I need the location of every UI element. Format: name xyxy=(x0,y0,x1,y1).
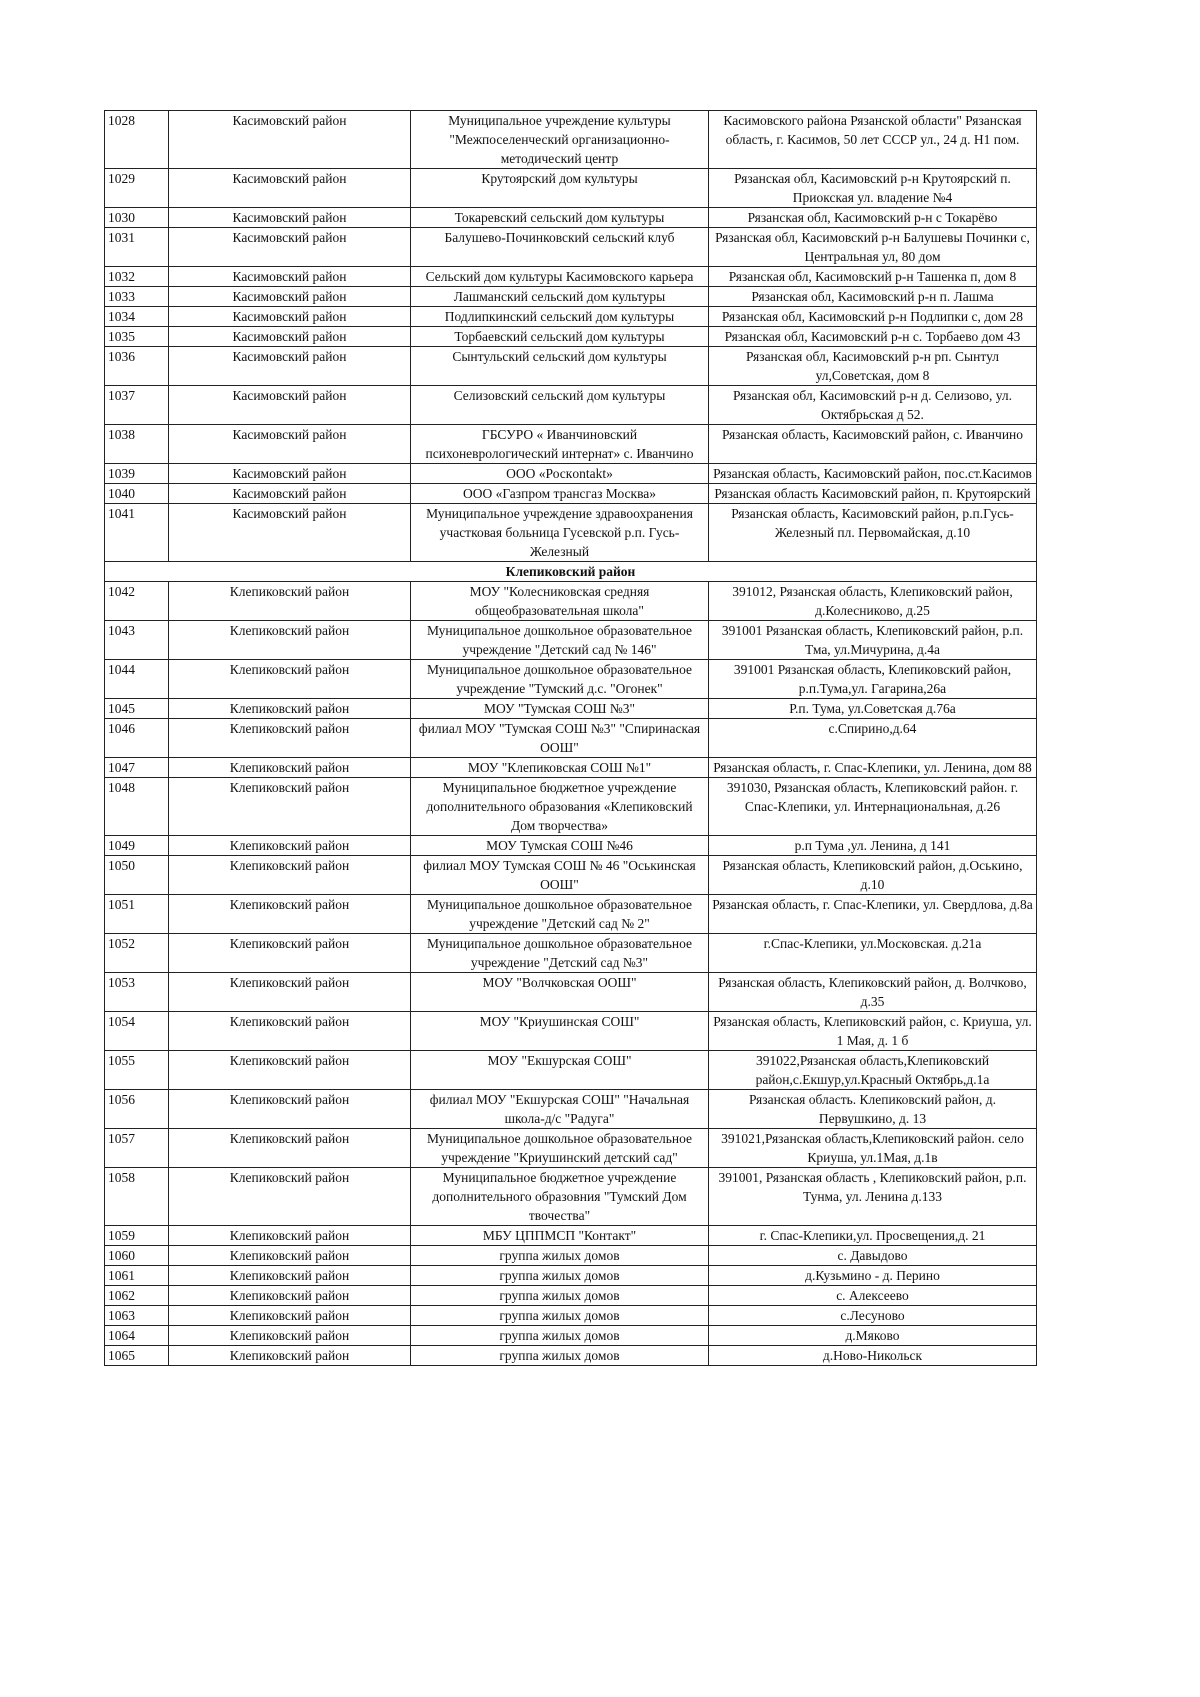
table-row xyxy=(105,504,1037,562)
row-address: Рязанская область, Клепиковский район, д.Оськино, д.10 xyxy=(709,856,1037,895)
row-number: 1044 xyxy=(105,660,169,699)
row-district: Клепиковский район xyxy=(169,1306,411,1326)
row-number: 1052 xyxy=(105,934,169,973)
table-body-klepiki xyxy=(105,582,1037,1366)
row-district: Касимовский район xyxy=(169,111,411,169)
row-number: 1057 xyxy=(105,1129,169,1168)
row-address: г. Спас-Клепики,ул. Просвещения,д. 21 xyxy=(709,1226,1037,1246)
table-row xyxy=(105,228,1037,267)
row-organization: Торбаевский сельский дом культуры xyxy=(411,327,709,347)
row-address: 391012, Рязанская область, Клепиковский район, д.Колесниково, д.25 xyxy=(709,582,1037,621)
row-number: 1064 xyxy=(105,1326,169,1346)
row-address: 391022,Рязанская область,Клепиковский район,с.Екшур,ул.Красный Октябрь,д.1а xyxy=(709,1051,1037,1090)
row-address: 391001 Рязанская область, Клепиковский район, р.п. Тма, ул.Мичурина, д.4а xyxy=(709,621,1037,660)
row-number: 1055 xyxy=(105,1051,169,1090)
table-row xyxy=(105,1012,1037,1051)
table-row xyxy=(105,660,1037,699)
row-district: Касимовский район xyxy=(169,464,411,484)
table-row xyxy=(105,464,1037,484)
row-number: 1054 xyxy=(105,1012,169,1051)
row-organization: Муниципальное дошкольное образовательное учреждение "Детский сад № 2" xyxy=(411,895,709,934)
row-address: г.Спас-Клепики, ул.Московская. д.21а xyxy=(709,934,1037,973)
registry-table xyxy=(104,110,1037,1366)
row-address: Рязанская обл, Касимовский р-н Балушевы Починки с, Центральная ул, 80 дом xyxy=(709,228,1037,267)
row-district: Клепиковский район xyxy=(169,856,411,895)
row-organization: группа жилых домов xyxy=(411,1246,709,1266)
table-row xyxy=(105,699,1037,719)
row-organization: ООО «Роскontakt» xyxy=(411,464,709,484)
row-district: Клепиковский район xyxy=(169,1246,411,1266)
row-number: 1032 xyxy=(105,267,169,287)
row-number: 1050 xyxy=(105,856,169,895)
row-address: Рязанская обл, Касимовский р-н рп. Сынтул ул,Советская, дом 8 xyxy=(709,347,1037,386)
table-row xyxy=(105,1346,1037,1366)
row-district: Клепиковский район xyxy=(169,719,411,758)
row-organization: Муниципальное дошкольное образовательное учреждение "Тумский д.с. "Огонек" xyxy=(411,660,709,699)
row-organization: ООО «Газпром трансгаз Москва» xyxy=(411,484,709,504)
table-row xyxy=(105,621,1037,660)
row-address: Рязанская обл, Касимовский р-н с Токарёво xyxy=(709,208,1037,228)
row-number: 1047 xyxy=(105,758,169,778)
row-number: 1051 xyxy=(105,895,169,934)
row-district: Клепиковский район xyxy=(169,895,411,934)
row-address: д.Ново-Никольск xyxy=(709,1346,1037,1366)
row-organization: группа жилых домов xyxy=(411,1286,709,1306)
table-row xyxy=(105,484,1037,504)
row-district: Касимовский район xyxy=(169,307,411,327)
row-district: Касимовский район xyxy=(169,327,411,347)
row-number: 1045 xyxy=(105,699,169,719)
table-row xyxy=(105,1051,1037,1090)
row-district: Клепиковский район xyxy=(169,973,411,1012)
row-address: р.п Тума ,ул. Ленина, д 141 xyxy=(709,836,1037,856)
table-row xyxy=(105,208,1037,228)
row-organization: МБУ ЦППМСП "Контакт" xyxy=(411,1226,709,1246)
row-organization: МОУ Тумская СОШ №46 xyxy=(411,836,709,856)
table-row xyxy=(105,719,1037,758)
row-number: 1059 xyxy=(105,1226,169,1246)
row-address: Рязанская обл, Касимовский р-н д. Селизово, ул. Октябрьская д 52. xyxy=(709,386,1037,425)
row-district: Клепиковский район xyxy=(169,1326,411,1346)
row-number: 1065 xyxy=(105,1346,169,1366)
table-row xyxy=(105,973,1037,1012)
row-number: 1062 xyxy=(105,1286,169,1306)
table-body-kasimov xyxy=(105,111,1037,562)
table-row xyxy=(105,1246,1037,1266)
row-organization: группа жилых домов xyxy=(411,1326,709,1346)
row-address: Рязанская область, Клепиковский район, с. Криуша, ул. 1 Мая, д. 1 б xyxy=(709,1012,1037,1051)
row-district: Клепиковский район xyxy=(169,1051,411,1090)
row-address: Рязанская обл, Касимовский р-н п. Лашма xyxy=(709,287,1037,307)
row-address: Рязанская обл, Касимовский р-н Крутоярский п. Приокская ул. владение №4 xyxy=(709,169,1037,208)
row-organization: МОУ "Колесниковская средняя общеобразовательная школа" xyxy=(411,582,709,621)
row-district: Клепиковский район xyxy=(169,1286,411,1306)
row-organization: Муниципальное дошкольное образовательное учреждение "Криушинский детский сад" xyxy=(411,1129,709,1168)
row-organization: Муниципальное дошкольное образовательное учреждение "Детский сад №3" xyxy=(411,934,709,973)
row-district: Клепиковский район xyxy=(169,1090,411,1129)
row-organization: ГБСУРО « Иванчиновский психоневрологический интернат» с. Иванчино xyxy=(411,425,709,464)
row-organization: группа жилых домов xyxy=(411,1266,709,1286)
row-district: Касимовский район xyxy=(169,228,411,267)
row-number: 1048 xyxy=(105,778,169,836)
row-number: 1030 xyxy=(105,208,169,228)
table-row xyxy=(105,758,1037,778)
table-row xyxy=(105,347,1037,386)
row-address: Рязанская область, г. Спас-Клепики, ул. Свердлова, д.8а xyxy=(709,895,1037,934)
table-row xyxy=(105,895,1037,934)
row-number: 1033 xyxy=(105,287,169,307)
table-row xyxy=(105,1129,1037,1168)
row-organization: Муниципальное дошкольное образовательное учреждение "Детский сад № 146" xyxy=(411,621,709,660)
row-address: с. Алексеево xyxy=(709,1286,1037,1306)
table-row xyxy=(105,425,1037,464)
table-row xyxy=(105,267,1037,287)
row-number: 1037 xyxy=(105,386,169,425)
row-address: с. Давыдово xyxy=(709,1246,1037,1266)
row-organization: Крутоярский дом культуры xyxy=(411,169,709,208)
row-organization: МОУ "Тумская СОШ №3" xyxy=(411,699,709,719)
row-district: Касимовский район xyxy=(169,208,411,228)
row-number: 1063 xyxy=(105,1306,169,1326)
row-address: Рязанская область, Клепиковский район, д. Волчково, д.35 xyxy=(709,973,1037,1012)
row-number: 1041 xyxy=(105,504,169,562)
row-address: Рязанская область. Клепиковский район, д. Первушкино, д. 13 xyxy=(709,1090,1037,1129)
row-organization: Муниципальное бюджетное учреждение дополнительного образования «Клепиковский Дом творчества» xyxy=(411,778,709,836)
row-address: Рязанская обл, Касимовский р-н Ташенка п, дом 8 xyxy=(709,267,1037,287)
row-address: Рязанская область, г. Спас-Клепики, ул. Ленина, дом 88 xyxy=(709,758,1037,778)
row-district: Клепиковский район xyxy=(169,1012,411,1051)
table-row xyxy=(105,111,1037,169)
row-district: Касимовский район xyxy=(169,347,411,386)
row-number: 1049 xyxy=(105,836,169,856)
row-district: Клепиковский район xyxy=(169,1346,411,1366)
row-organization: МОУ "Клепиковская СОШ №1" xyxy=(411,758,709,778)
table-row xyxy=(105,1326,1037,1346)
row-district: Клепиковский район xyxy=(169,778,411,836)
row-number: 1040 xyxy=(105,484,169,504)
row-number: 1039 xyxy=(105,464,169,484)
row-number: 1060 xyxy=(105,1246,169,1266)
row-organization: Муниципальное бюджетное учреждение дополнительного образовния "Тумский Дом твочества" xyxy=(411,1168,709,1226)
row-number: 1053 xyxy=(105,973,169,1012)
row-number: 1061 xyxy=(105,1266,169,1286)
table-row xyxy=(105,934,1037,973)
row-district: Клепиковский район xyxy=(169,582,411,621)
section-header-row xyxy=(105,562,1037,582)
section-title: Клепиковский район xyxy=(105,562,1037,582)
row-address: 391001, Рязанская область , Клепиковский район, р.п. Тунма, ул. Ленина д.133 xyxy=(709,1168,1037,1226)
row-address: д.Кузьмино - д. Перино xyxy=(709,1266,1037,1286)
row-district: Клепиковский район xyxy=(169,1266,411,1286)
row-address: 391030, Рязанская область, Клепиковский район. г. Спас-Клепики, ул. Интернациональная, д.26 xyxy=(709,778,1037,836)
row-number: 1035 xyxy=(105,327,169,347)
row-district: Клепиковский район xyxy=(169,934,411,973)
row-organization: МОУ "Екшурская СОШ" xyxy=(411,1051,709,1090)
table-row xyxy=(105,287,1037,307)
row-organization: группа жилых домов xyxy=(411,1346,709,1366)
row-address: с.Спирино,д.64 xyxy=(709,719,1037,758)
row-number: 1046 xyxy=(105,719,169,758)
row-address: Р.п. Тума, ул.Советская д.76а xyxy=(709,699,1037,719)
table-row xyxy=(105,169,1037,208)
row-district: Касимовский район xyxy=(169,504,411,562)
row-number: 1042 xyxy=(105,582,169,621)
row-organization: Токаревский сельский дом культуры xyxy=(411,208,709,228)
row-number: 1036 xyxy=(105,347,169,386)
row-district: Клепиковский район xyxy=(169,1226,411,1246)
row-organization: МОУ "Волчковская ООШ" xyxy=(411,973,709,1012)
row-organization: группа жилых домов xyxy=(411,1306,709,1326)
table-row xyxy=(105,327,1037,347)
row-district: Касимовский район xyxy=(169,386,411,425)
row-organization: филиал МОУ "Екшурская СОШ" "Начальная школа-д/с "Радуга" xyxy=(411,1090,709,1129)
table-row xyxy=(105,778,1037,836)
row-organization: филиал МОУ Тумская СОШ № 46 "Оськинская ООШ" xyxy=(411,856,709,895)
row-number: 1029 xyxy=(105,169,169,208)
table-row xyxy=(105,1090,1037,1129)
table-row xyxy=(105,1168,1037,1226)
row-address: 391021,Рязанская область,Клепиковский район. село Криуша, ул.1Мая, д.1в xyxy=(709,1129,1037,1168)
row-number: 1058 xyxy=(105,1168,169,1226)
table-row xyxy=(105,1306,1037,1326)
row-number: 1056 xyxy=(105,1090,169,1129)
row-organization: филиал МОУ "Тумская СОШ №3" "Спиринаская ООШ" xyxy=(411,719,709,758)
table-row xyxy=(105,386,1037,425)
row-district: Клепиковский район xyxy=(169,699,411,719)
row-address: Касимовского района Рязанской области" Рязанская область, г. Касимов, 50 лет СССР ул., 24 д. Н1 пом. xyxy=(709,111,1037,169)
row-district: Касимовский район xyxy=(169,267,411,287)
row-address: Рязанская область Касимовский район, п. Крутоярский xyxy=(709,484,1037,504)
row-district: Клепиковский район xyxy=(169,1129,411,1168)
row-district: Касимовский район xyxy=(169,287,411,307)
table-row xyxy=(105,1226,1037,1246)
table-row xyxy=(105,307,1037,327)
table-row xyxy=(105,1286,1037,1306)
table-row xyxy=(105,582,1037,621)
row-district: Клепиковский район xyxy=(169,621,411,660)
row-organization: МОУ "Криушинская СОШ" xyxy=(411,1012,709,1051)
row-district: Касимовский район xyxy=(169,425,411,464)
row-organization: Балушево-Починковский сельский клуб xyxy=(411,228,709,267)
row-organization: Сельский дом культуры Касимовского карьера xyxy=(411,267,709,287)
row-organization: Подлипкинский сельский дом культуры xyxy=(411,307,709,327)
table-row xyxy=(105,1266,1037,1286)
row-address: с.Лесуново xyxy=(709,1306,1037,1326)
row-district: Клепиковский район xyxy=(169,1168,411,1226)
row-number: 1038 xyxy=(105,425,169,464)
row-organization: Сынтульский сельский дом культуры xyxy=(411,347,709,386)
row-organization: Лашманский сельский дом культуры xyxy=(411,287,709,307)
row-number: 1031 xyxy=(105,228,169,267)
row-organization: Муниципальное учреждение здравоохранения участковая больница Гусевской р.п. Гусь-Железный xyxy=(411,504,709,562)
table-row xyxy=(105,856,1037,895)
row-number: 1043 xyxy=(105,621,169,660)
row-address: д.Мяково xyxy=(709,1326,1037,1346)
table-row xyxy=(105,836,1037,856)
row-address: Рязанская обл, Касимовский р-н Подлипки с, дом 28 xyxy=(709,307,1037,327)
row-district: Касимовский район xyxy=(169,169,411,208)
row-address: 391001 Рязанская область, Клепиковский район, р.п.Тума,ул. Гагарина,26а xyxy=(709,660,1037,699)
row-number: 1028 xyxy=(105,111,169,169)
row-address: Рязанская область, Касимовский район, с. Иванчино xyxy=(709,425,1037,464)
row-district: Клепиковский район xyxy=(169,758,411,778)
row-district: Клепиковский район xyxy=(169,660,411,699)
row-address: Рязанская обл, Касимовский р-н с. Торбаево дом 43 xyxy=(709,327,1037,347)
row-district: Клепиковский район xyxy=(169,836,411,856)
row-address: Рязанская область, Касимовский район, пос.ст.Касимов xyxy=(709,464,1037,484)
row-district: Касимовский район xyxy=(169,484,411,504)
row-organization: Селизовский сельский дом культуры xyxy=(411,386,709,425)
row-address: Рязанская область, Касимовский район, р.п.Гусь-Железный пл. Первомайская, д.10 xyxy=(709,504,1037,562)
row-organization: Муниципальное учреждение культуры "Межпоселенческий организационно-методический центр xyxy=(411,111,709,169)
row-number: 1034 xyxy=(105,307,169,327)
